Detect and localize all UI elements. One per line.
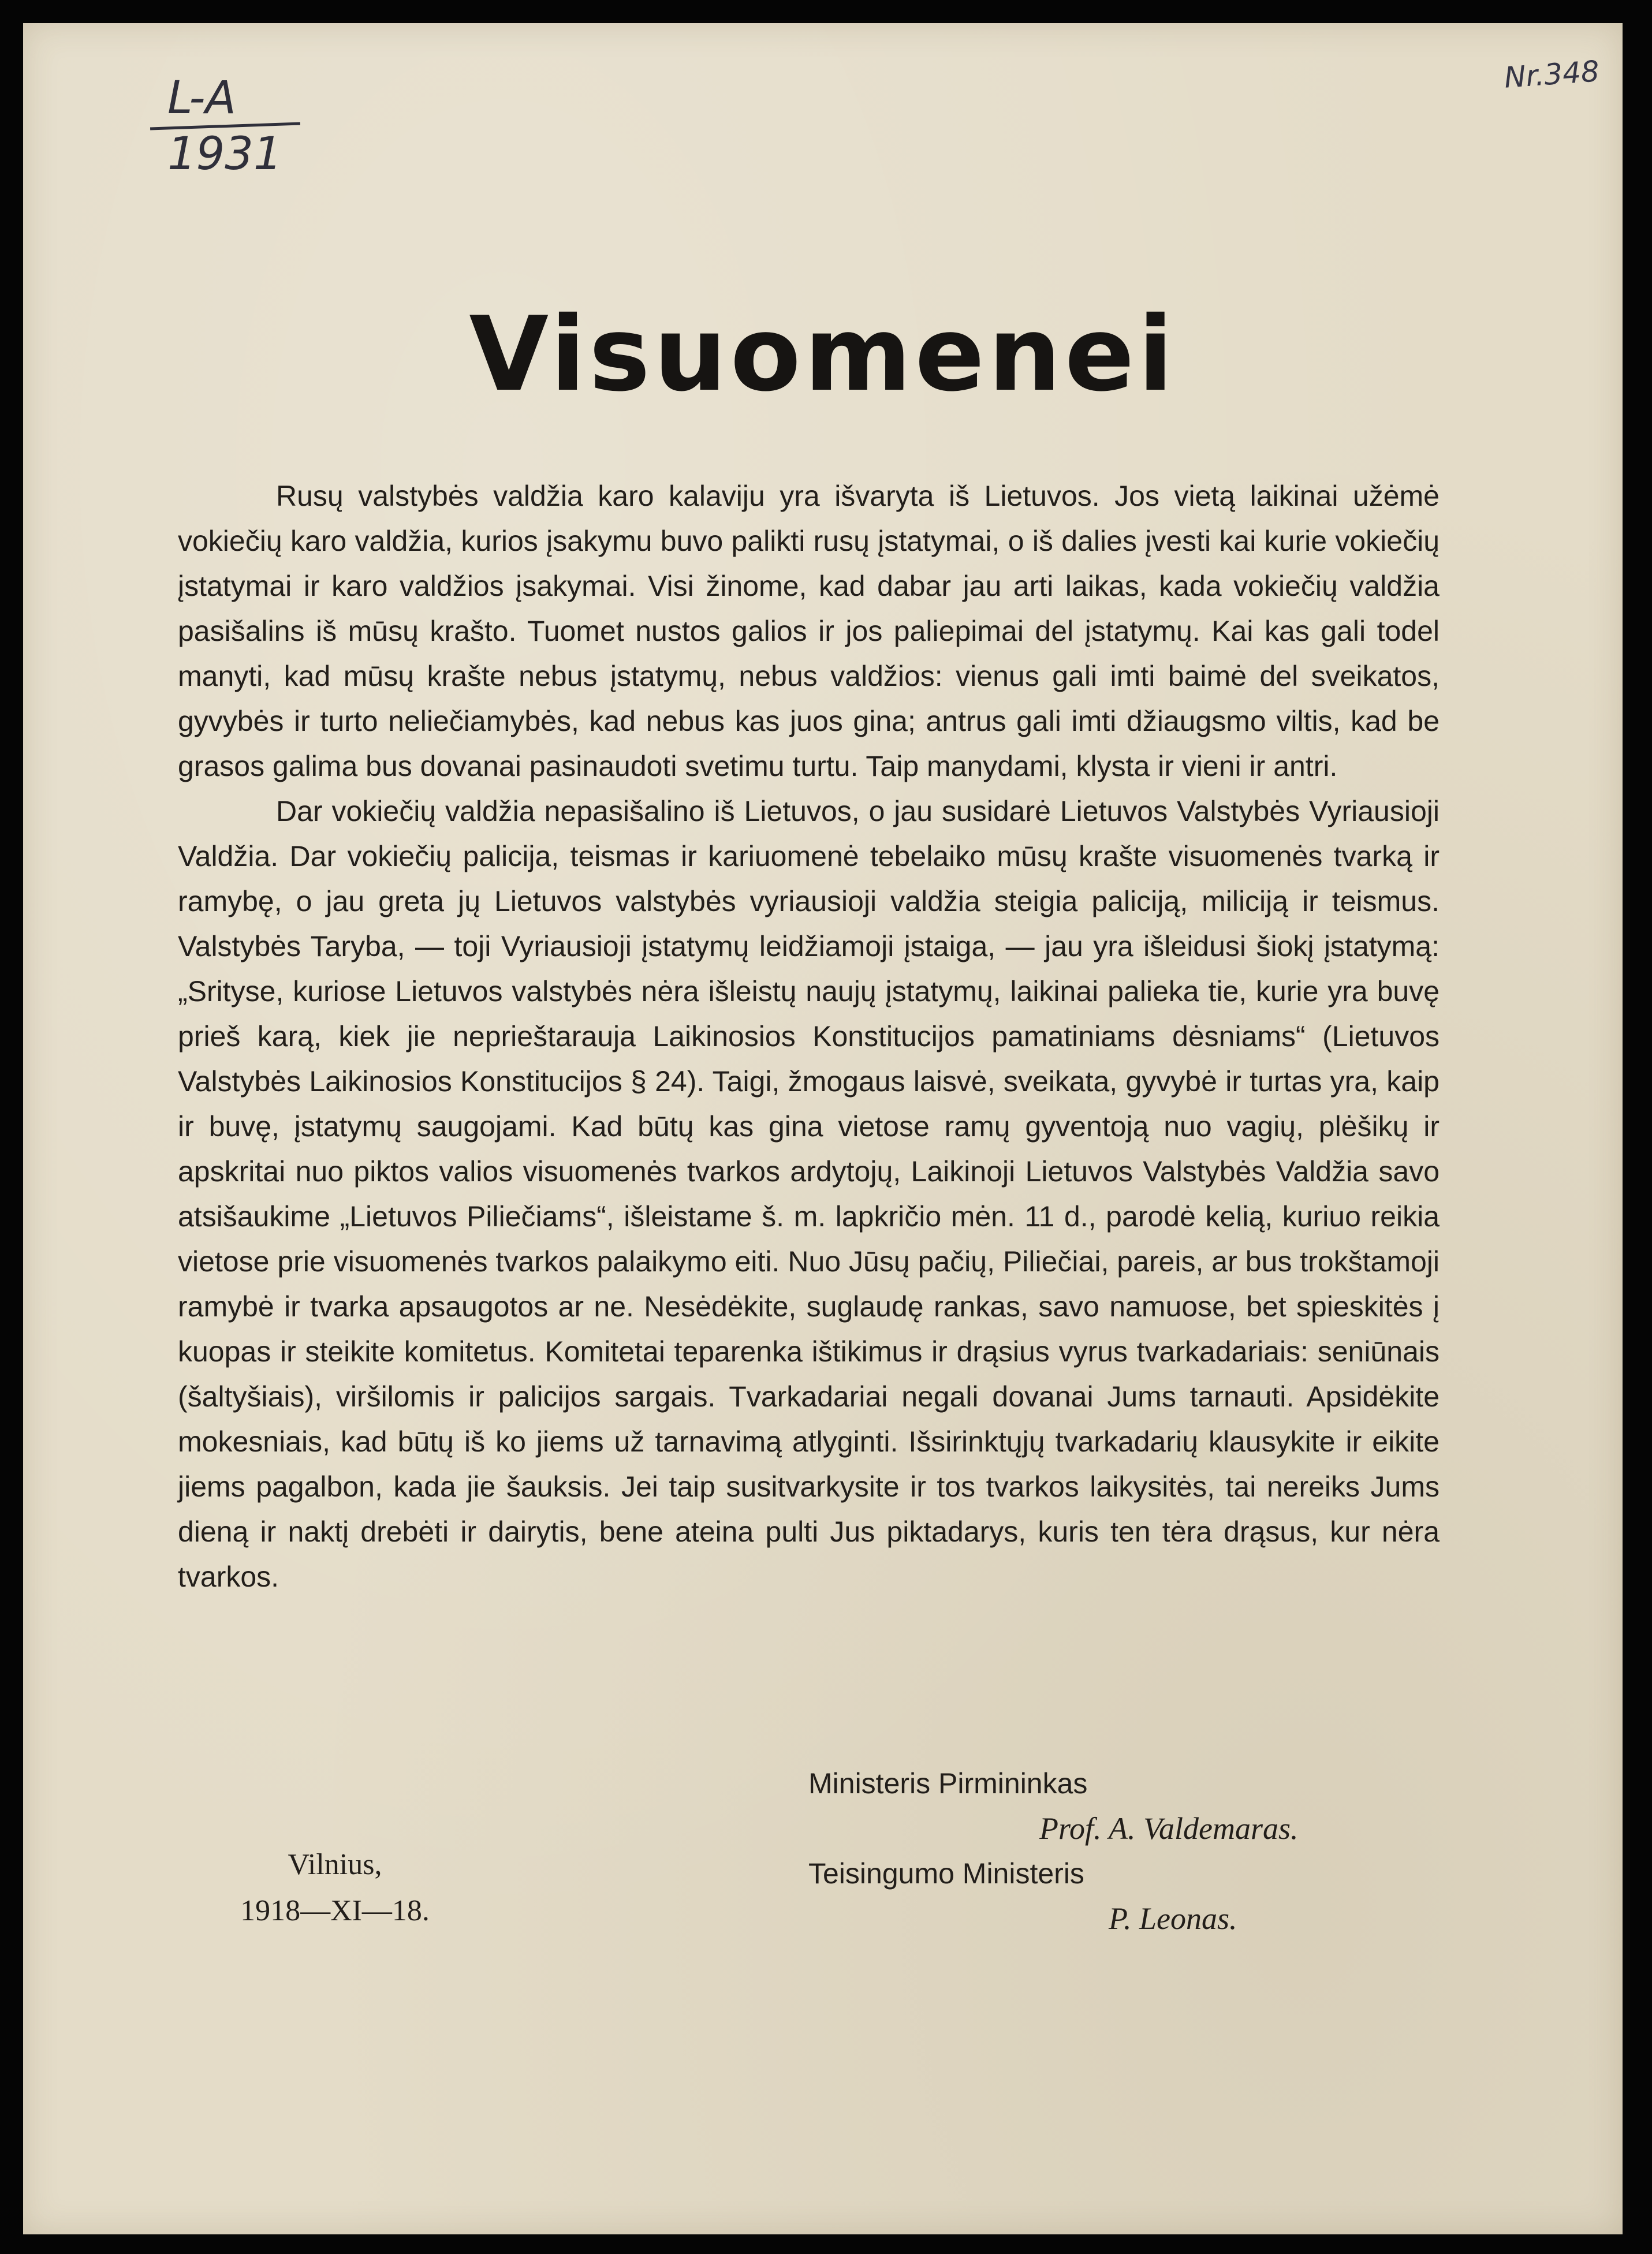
archive-code-bottom: 1931	[167, 128, 282, 180]
document-title: Visuomenei	[469, 294, 1177, 414]
document-page	[23, 23, 1623, 2234]
archive-code-top: L-A	[167, 72, 236, 124]
signatory-role: Teisingumo Ministeris	[808, 1857, 1084, 1890]
archive-code-annotation	[144, 72, 318, 180]
paragraph: Rusų valstybės valdžia karo kalaviju yra išvaryta iš Lietuvos. Jos vietą laikinai užėmė vokiečių karo valdžia, kurios įsakymu buvo palikti rusų įstatymai, o iš dalies įvesti kai kurie vokiečių įstatymai ir karo valdžios įsakymai. Visi žinome, kad dabar jau arti laikas, kada vokiečių valdžia pasišalins iš mūsų krašto. Tuomet nustos galios ir jos paliepimai del įstatymų. Kai kas gali todel manyti, kad mūsų krašte nebus įstatymų, nebus valdžios: vienus gali imti baimė del sveikatos, gyvybės ir turto neliečiamybės, kad nebus kas juos gina; antrus gali imti džiaugsmo viltis, kad be grasos galima bus dovanai pasinaudoti svetimu turtu. Taip manydami, klysta ir vieni ir antri.	[178, 480, 1440, 782]
signatory-role: Ministeris Pirmininkas	[808, 1767, 1088, 1800]
date: 1918—XI—18.	[240, 1894, 430, 1927]
document-body	[178, 473, 1440, 1599]
signatory-name: P. Leonas.	[1109, 1901, 1237, 1936]
place: Vilnius,	[288, 1848, 382, 1881]
place-and-date	[208, 1842, 462, 1934]
signatory-name: Prof. A. Valdemaras.	[1039, 1811, 1299, 1846]
signatures-block	[785, 1761, 1363, 1941]
paragraph: Dar vokiečių valdžia nepasišalino iš Lietuvos, o jau susidarė Lietuvos Valstybės Vyriausioji Valdžia. Dar vokiečių palicija, teismas ir kariuomenė tebelaiko mūsų krašte visuomenės tvarką ir ramybę, o jau greta jų Lietuvos valstybės vyriausioji valdžia steigia paliciją, miliciją ir teismus. Valstybės Taryba, — toji Vyriausioji įstatymų leidžiamoji įstaiga, — jau yra išleidusi šiokį įstatymą: „Srityse, kuriose Lietuvos valstybės nėra išleistų naujų įstatymų, laikinai palieka tie, kurie yra buvę prieš karą, kiek jie neprieštarauja Laikinosios Konstitucijos pamatiniams dėsniams“ (Lietuvos Valstybės Laikinosios Konstitucijos § 24). Taigi, žmogaus laisvė, sveikata, gyvybė ir turtas yra, kaip ir buvę, įstatymų saugojami. Kad būtų kas gina vietose ramų gyventoją nuo vagių, plėšikų ir apskritai nuo piktos valios visuomenės tvarkos ardytojų, Laikinoji Lietuvos Valstybės Valdžia savo atsišaukime „Lietuvos Piliečiams“, išleistame š. m. lapkričio mėn. 11 d., parodė kelią, kuriuo reikia vietose prie visuomenės tvarkos palaikymo eiti. Nuo Jūsų pačių, Piliečiai, pareis, ar bus trokštamoji ramybė ir tvarka apsaugotos ar ne. Nesėdėkite, suglaudę rankas, savo namuose, bet spieskitės į kuopas ir steikite komitetus. Komitetai teparenka ištikimus ir drąsius vyrus tvarkadariais: seniūnais (šaltyšiais), viršilomis ir palicijos sargais. Tvarkadariai negali dovanai Jums tarnauti. Apsidėkite mokesniais, kad būtų iš ko jiems už tarnavimą atlyginti. Išsirinktųjų tvarkadarių klausykite ir eikite jiems pagalbon, kada jie šauksis. Jei taip susitvarkysite ir tos tvarkos laikysitės, tai nereiks Jums dieną ir naktį drebėti ir dairytis, bene ateina pulti Jus piktadarys, kuris ten tėra drąsus, kur nėra tvarkos.	[178, 795, 1440, 1593]
archive-number-annotation: Nr.348	[1503, 54, 1601, 95]
